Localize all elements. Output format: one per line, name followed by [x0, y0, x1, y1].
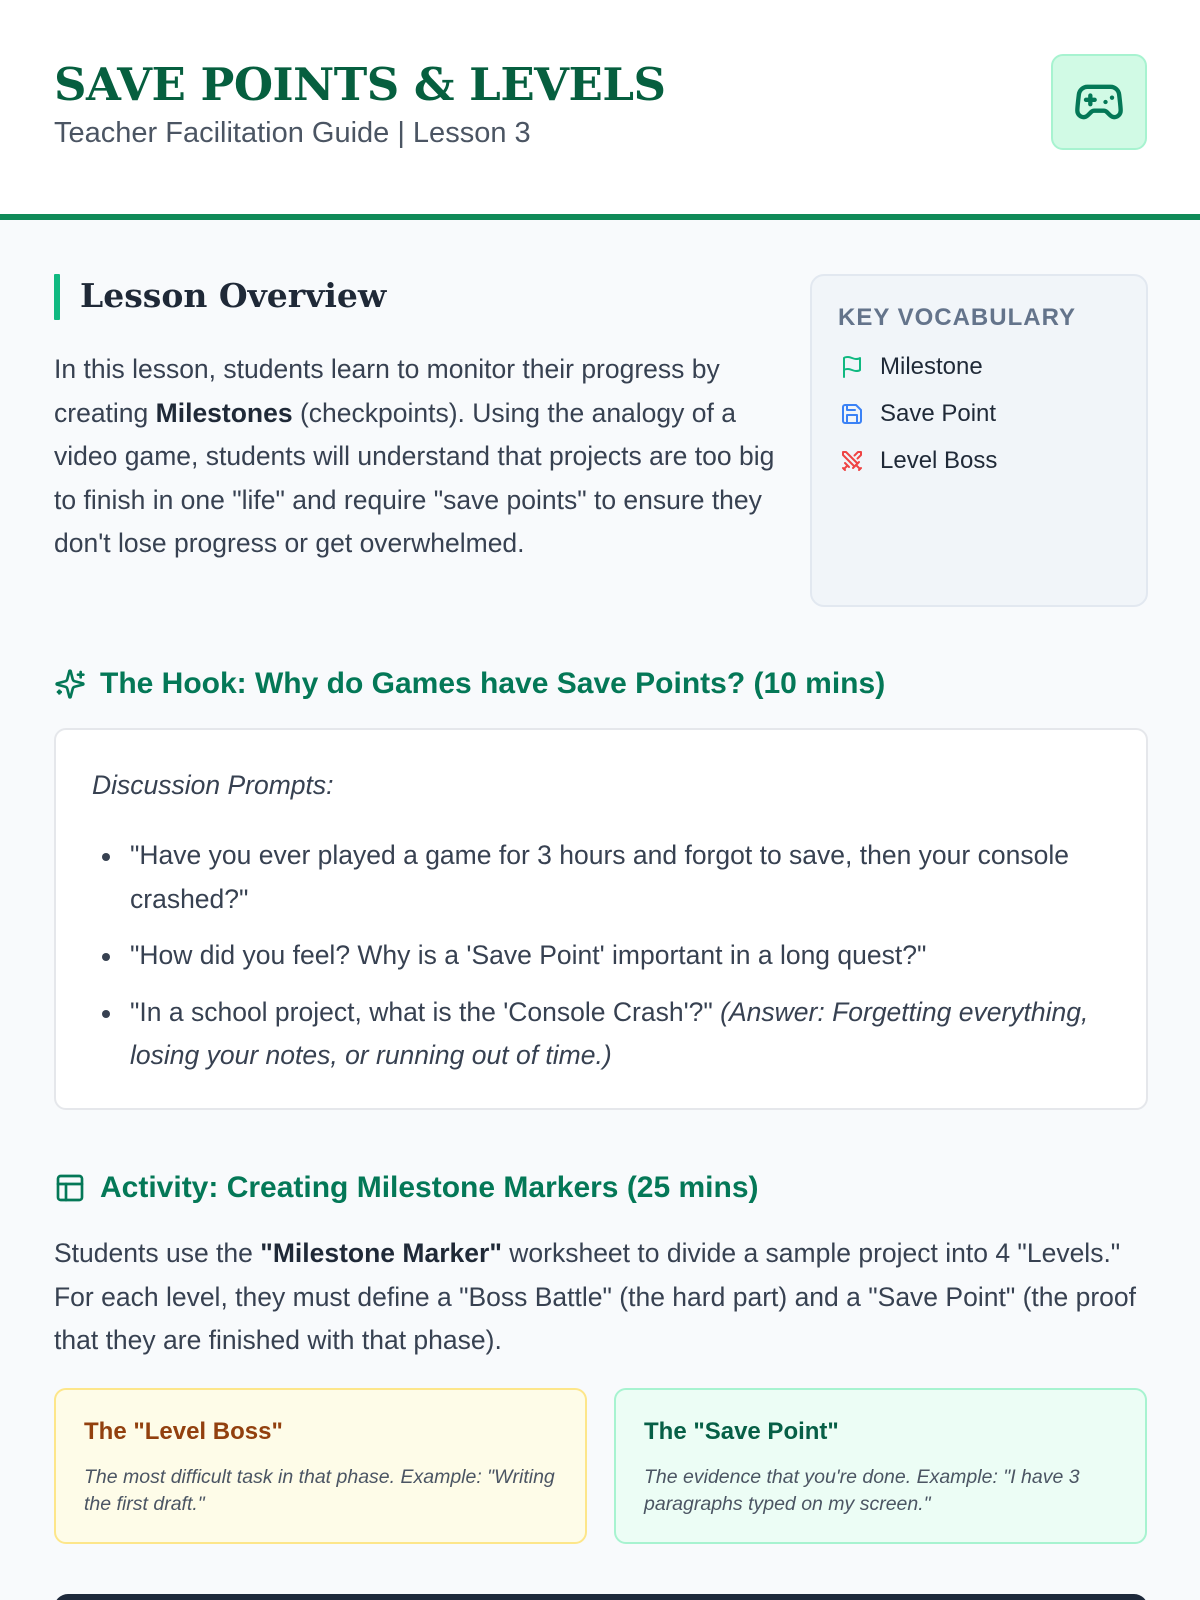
vocab-label: Level Boss — [880, 447, 998, 474]
floppy-disk-icon — [838, 400, 866, 428]
vocab-item-level-boss — [838, 446, 997, 476]
answer-note: (Answer: Forgetting everything, losing your notes, or running out of time.) — [130, 996, 1089, 1070]
key-vocabulary-panel — [810, 274, 1148, 607]
level-boss-card — [54, 1388, 587, 1544]
card-description: The evidence that you're done. Example: "I have 3 paragraphs typed on my screen." — [644, 1466, 1080, 1515]
page-title: SAVE POINTS & LEVELS — [54, 58, 666, 111]
layout-panel-icon — [54, 1172, 86, 1204]
flag-icon — [838, 353, 866, 381]
list-item: "Have you ever played a game for 3 hours and forgot to save, then your console crashed?" — [92, 834, 1092, 921]
discussion-prompts-label: Discussion Prompts: — [92, 770, 334, 800]
card-description: The most difficult task in that phase. Example: "Writing the first draft." — [84, 1466, 555, 1515]
worksheet-name: "Milestone Marker" — [260, 1238, 502, 1268]
card-title: The "Save Point" — [644, 1418, 839, 1445]
vocab-item-milestone — [838, 352, 983, 382]
discussion-prompts-box — [54, 728, 1148, 1110]
hook-heading — [54, 664, 885, 704]
crossed-swords-icon — [838, 447, 866, 475]
overview-title: Lesson Overview — [80, 276, 387, 315]
activity-heading — [54, 1168, 759, 1208]
section-accent-bar — [54, 274, 60, 320]
vocab-item-save-point — [838, 399, 996, 429]
save-point-card — [614, 1388, 1147, 1544]
vocabulary-heading: KEY VOCABULARY — [838, 304, 1077, 331]
hook-title: The Hook: Why do Games have Save Points? (10 mins) — [100, 667, 886, 700]
list-item: "How did you feel? Why is a 'Save Point' important in a long quest?" — [92, 934, 1092, 978]
page-subtitle: Teacher Facilitation Guide | Lesson 3 — [54, 117, 531, 149]
vocab-label: Save Point — [880, 400, 997, 427]
overview-text: In this lesson, students learn to monitor their progress by creating Milestones (checkpoints). Using the analogy of a video game, students will understand that projects are too big to finish in one "life" and require "save points" to ensure they don't lose progress or get overwhelmed. — [54, 354, 775, 558]
overview-bold-term: Milestones — [155, 397, 293, 428]
next-section-panel-edge — [54, 1594, 1148, 1600]
vocab-label: Milestone — [880, 353, 983, 380]
header-badge — [1051, 54, 1147, 150]
gamepad-icon — [1073, 76, 1125, 128]
activity-title: Activity: Creating Milestone Markers (25 mins) — [100, 1171, 759, 1204]
page-header — [0, 0, 1200, 220]
activity-text: Students use the "Milestone Marker" worksheet to divide a sample project into 4 "Levels." For each level, they must define a "Boss Battle" (the hard part) and a "Save Point" (the proof that they are finished with that phase). — [54, 1238, 1137, 1355]
discussion-prompts-list — [92, 834, 1092, 1091]
sparkles-icon — [54, 668, 86, 700]
list-item: "In a school project, what is the 'Console Crash'?" (Answer: Forgetting everything, losing your notes, or running out of time.) — [92, 991, 1092, 1078]
card-title: The "Level Boss" — [84, 1418, 283, 1445]
